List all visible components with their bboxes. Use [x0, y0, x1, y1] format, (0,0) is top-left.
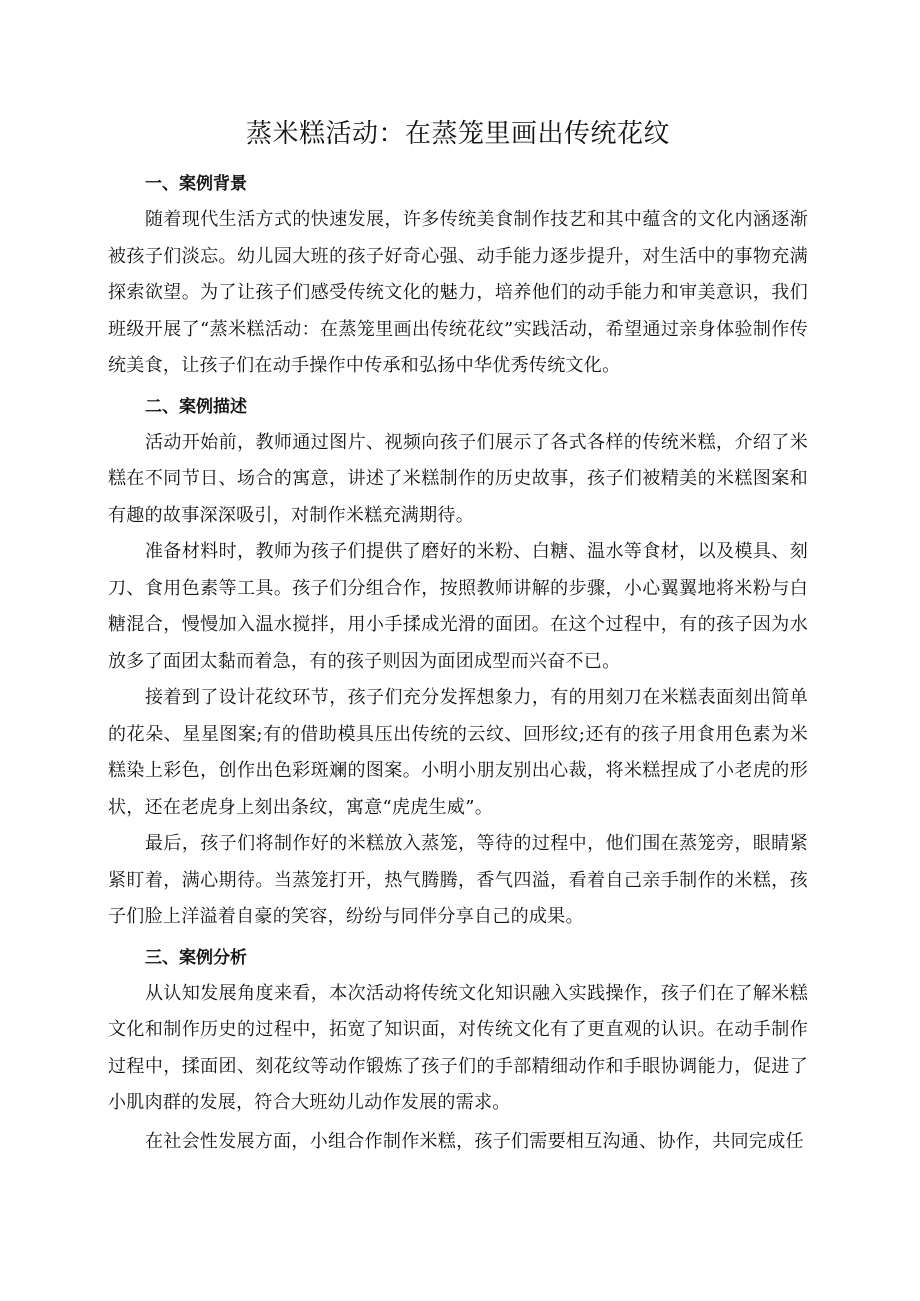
section-background: [108, 166, 808, 385]
document-page: [108, 0, 808, 1160]
paragraph: 最后，孩子们将制作好的米糕放入蒸笼，等待的过程中，他们围在蒸笼旁，眼睛紧紧盯着，满心期待。当蒸笼打开，热气腾腾，香气四溢，看着自己亲手制作的米糕，孩子们脸上洋溢着自豪的笑容，纷纷与同伴分享自己的成果。: [108, 833, 808, 927]
section-description: [108, 389, 808, 936]
section-heading: 三、案例分析: [145, 947, 247, 968]
document-title: 蒸米糕活动：在蒸笼里画出传统花纹: [245, 119, 670, 149]
paragraph: 活动开始前，教师通过图片、视频向孩子们展示了各式各样的传统米糕，介绍了米糕在不同节日、场合的寓意，讲述了米糕制作的历史故事，孩子们被精美的米糕图案和有趣的故事深深吸引，对制作米糕充满期待。: [108, 431, 808, 526]
paragraph: 随着现代生活方式的快速发展，许多传统美食制作技艺和其中蕴含的文化内涵逐渐被孩子们淡忘。幼儿园大班的孩子好奇心强、动手能力逐步提升，对生活中的事物充满探索欲望。为了让孩子们感受传统文化的魅力，培养他们的动手能力和审美意识，我们班级开展了“蒸米糕活动：在蒸笼里画出传统花纹”实践活动，希望通过亲身体验制作传统美食，让孩子们在动手操作中传承和弘扬中华优秀传统文化。: [108, 209, 808, 376]
paragraph: 在社会性发展方面，小组合作制作米糕，孩子们需要相互沟通、协作，共同完成任: [145, 1130, 804, 1152]
paragraph: 准备材料时，教师为孩子们提供了磨好的米粉、白糖、温水等食材，以及模具、刻刀、食用色素等工具。孩子们分组合作，按照教师讲解的步骤，小心翼翼地将米粉与白糖混合，慢慢加入温水搅拌，用小手揉成光滑的面团。在这个过程中，有的孩子因为水放多了面团太黏而着急，有的孩子则因为面团成型而兴奋不已。: [108, 541, 808, 672]
paragraph: 从认知发展角度来看，本次活动将传统文化知识融入实践操作，孩子们在了解米糕文化和制作历史的过程中，拓宽了知识面，对传统文化有了更直观的认识。在动手制作过程中，揉面团、刻花纹等动作锻炼了孩子们的手部精细动作和手眼协调能力，促进了小肌肉群的发展，符合大班幼儿动作发展的需求。: [108, 982, 808, 1113]
paragraph: 接着到了设计花纹环节，孩子们充分发挥想象力，有的用刻刀在米糕表面刻出简单的花朵、星星图案;有的借助模具压出传统的云纹、回形纹;还有的孩子用食用色素为米糕染上彩色，创作出色彩斑斓的图案。小明小朋友别出心裁，将米糕捏成了小老虎的形状，还在老虎身上刻出条纹，寓意“虎虎生威”。: [108, 687, 808, 818]
section-heading: 一、案例背景: [145, 174, 247, 194]
section-analysis: [108, 940, 808, 1161]
section-heading: 二、案例描述: [145, 396, 247, 417]
